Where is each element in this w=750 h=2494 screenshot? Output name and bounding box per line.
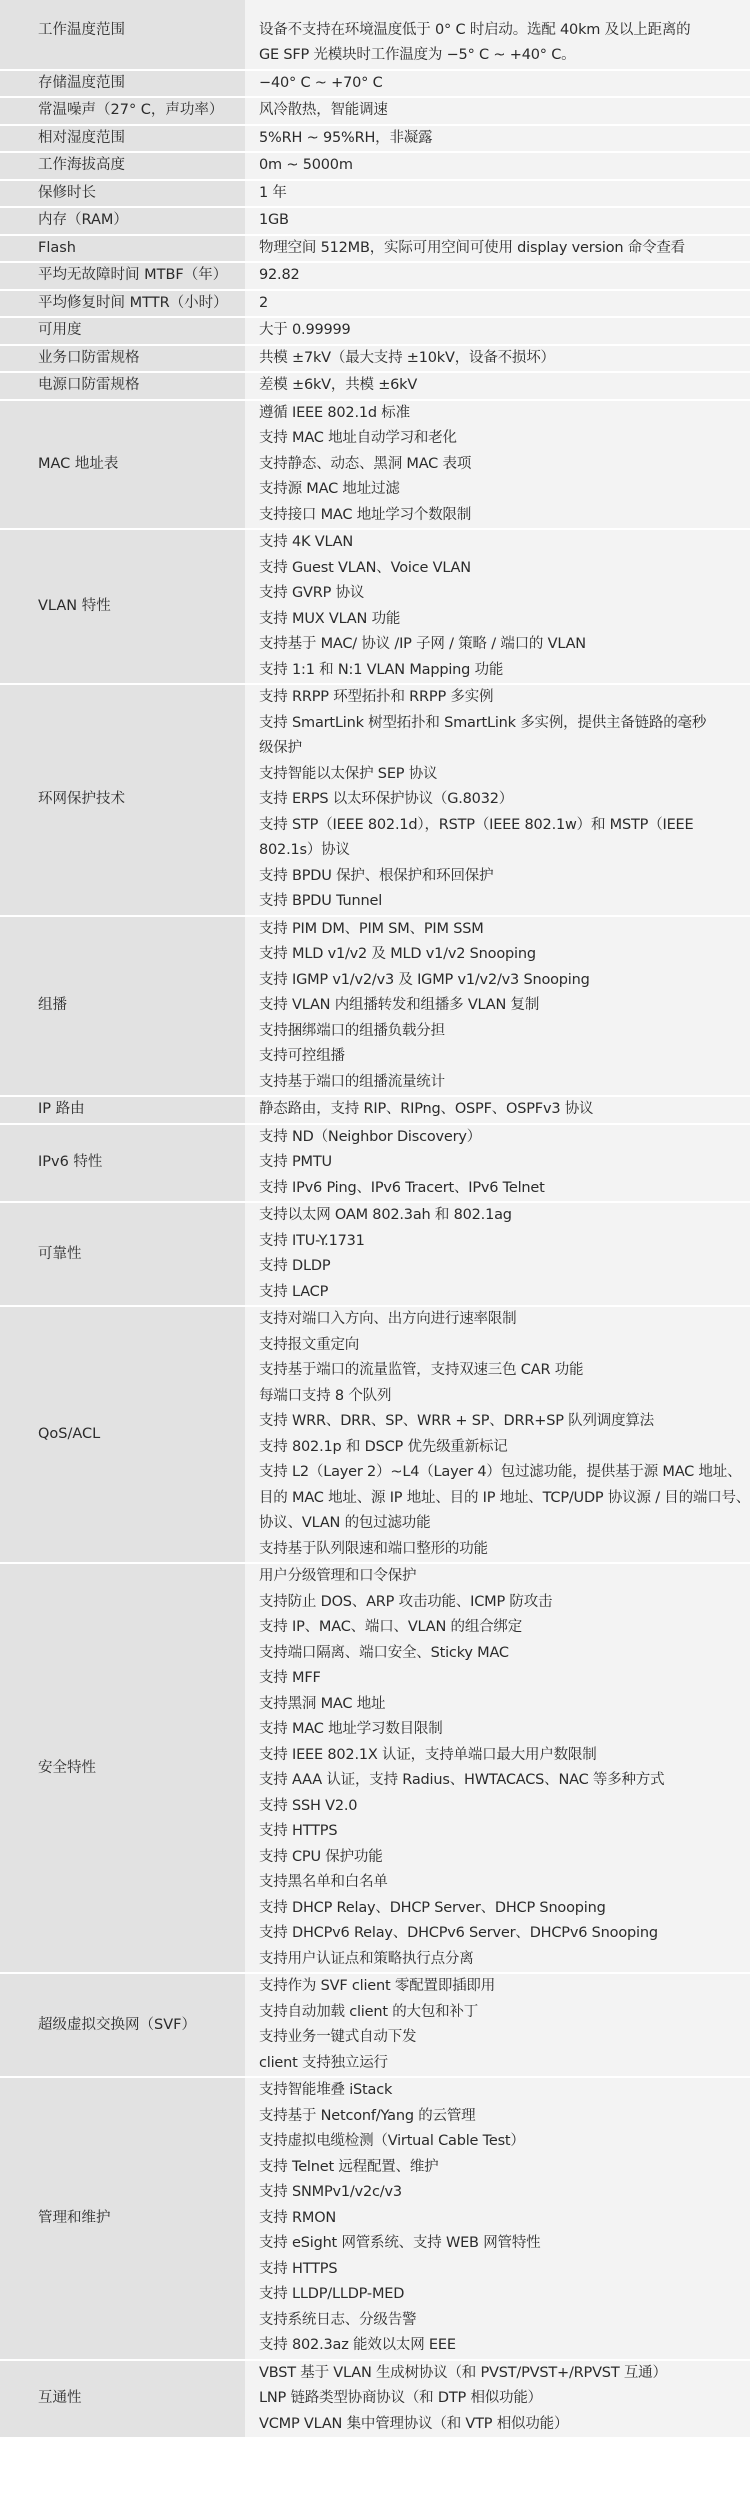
spec-row: [0, 263, 750, 291]
spec-value-line: 0m ~ 5000m: [259, 157, 353, 173]
spec-value-line: 支持 VLAN 内组播转发和组播多 VLAN 复制: [259, 997, 540, 1013]
spec-label: 工作海拔高度: [0, 153, 245, 179]
spec-value-line: 支持 1:1 和 N:1 VLAN Mapping 功能: [259, 661, 504, 678]
spec-values: [245, 917, 750, 1096]
spec-values: [245, 181, 750, 207]
spec-value-line: GE SFP 光模块时工作温度为 −5° C ~ +40° C。: [259, 47, 576, 63]
spec-value-line: 支持 PIM DM、PIM SM、PIM SSM: [259, 920, 484, 937]
spec-value-line: 支持 STP（IEEE 802.1d），RSTP（IEEE 802.1w）和 MSTP（IEEE: [259, 816, 694, 833]
spec-values: [245, 530, 750, 683]
spec-value-line: 支持基于 MAC/ 协议 /IP 子网 / 策略 / 端口的 VLAN: [259, 636, 586, 652]
spec-value-line: 支持作为 SVF client 零配置即插即用: [259, 1978, 496, 1994]
spec-values: [245, 153, 750, 179]
spec-label: VLAN 特性: [0, 530, 245, 683]
spec-values: [245, 0, 750, 69]
spec-value-line: 支持 Guest VLAN、Voice VLAN: [259, 559, 471, 576]
spec-value-line: 支持 802.3az 能效以太网 EEE: [259, 2337, 456, 2353]
spec-row: [0, 685, 750, 917]
spec-label: 电源口防雷规格: [0, 373, 245, 399]
spec-value-line: 802.1s）协议: [259, 842, 350, 858]
spec-values: [245, 1125, 750, 1202]
spec-row: [0, 1307, 750, 1564]
spec-value-line: 支持用户认证点和策略执行点分离: [259, 1950, 474, 1967]
spec-values: [245, 126, 750, 152]
spec-value-line: 支持防止 DOS、ARP 攻击功能、ICMP 防攻击: [259, 1593, 553, 1610]
spec-value-line: 1 年: [259, 184, 287, 201]
spec-value-line: 支持自动加载 client 的大包和补丁: [259, 2003, 479, 2020]
spec-value-line: 支持 CPU 保护功能: [259, 1848, 383, 1865]
spec-values: [245, 318, 750, 344]
spec-value-line: 支持捆绑端口的组播负载分担: [259, 1022, 445, 1039]
spec-label: 业务口防雷规格: [0, 346, 245, 372]
spec-values: [245, 291, 750, 317]
spec-row: [0, 0, 750, 71]
spec-value-line: 1GB: [259, 212, 289, 228]
spec-row: [0, 346, 750, 374]
spec-value-line: 支持 AAA 认证，支持 Radius、HWTACACS、NAC 等多种方式: [259, 1772, 665, 1788]
spec-values: [245, 373, 750, 399]
spec-value-line: 支持 802.1p 和 DSCP 优先级重新标记: [259, 1438, 508, 1455]
spec-value-line: VBST 基于 VLAN 生成树协议（和 PVST/PVST+/RPVST 互通）: [259, 2364, 667, 2381]
spec-value-line: 支持报文重定向: [259, 1336, 360, 1353]
spec-row: [0, 530, 750, 685]
spec-value-line: 支持 eSight 网管系统、支持 WEB 网管特性: [259, 2235, 541, 2251]
spec-row: [0, 917, 750, 1098]
spec-value-line: 支持智能堆叠 iStack: [259, 2082, 393, 2098]
spec-values: [245, 1564, 750, 1972]
spec-values: [245, 2361, 750, 2438]
spec-label: 保修时长: [0, 181, 245, 207]
spec-value-line: 支持黑名单和白名单: [259, 1874, 388, 1890]
spec-value-line: 支持 LLDP/LLDP-MED: [259, 2286, 405, 2302]
spec-values: [245, 401, 750, 529]
spec-label: 存储温度范围: [0, 71, 245, 97]
spec-label: 常温噪声（27° C，声功率）: [0, 98, 245, 124]
spec-value-line: 支持 HTTPS: [259, 1823, 338, 1839]
spec-value-line: 支持 MLD v1/v2 及 MLD v1/v2 Snooping: [259, 946, 536, 962]
spec-value-line: 支持 SSH V2.0: [259, 1797, 358, 1814]
spec-value-line: 协议、VLAN 的包过滤功能: [259, 1515, 431, 1531]
spec-value-line: 支持 GVRP 协议: [259, 585, 365, 601]
spec-value-line: 支持 L2（Layer 2）~L4（Layer 4）包过滤功能，提供基于源 MAC 地址、: [259, 1464, 742, 1480]
spec-label: 超级虚拟交换网（SVF）: [0, 1974, 245, 2076]
spec-value-line: 支持智能以太保护 SEP 协议: [259, 765, 438, 782]
spec-value-line: 设备不支持在环境温度低于 0° C 时启动。选配 40km 及以上距离的: [259, 21, 691, 38]
spec-value-line: 支持 DHCP Relay、DHCP Server、DHCP Snooping: [259, 1899, 606, 1916]
spec-row: [0, 1097, 750, 1125]
spec-label: IP 路由: [0, 1097, 245, 1123]
spec-value-line: VCMP VLAN 集中管理协议（和 VTP 相似功能）: [259, 2415, 569, 2432]
spec-value-line: 支持 BPDU 保护、根保护和环回保护: [259, 867, 494, 884]
spec-value-line: 支持 PMTU: [259, 1154, 332, 1170]
spec-row: [0, 236, 750, 264]
spec-values: [245, 263, 750, 289]
spec-label: QoS/ACL: [0, 1307, 245, 1562]
spec-row: [0, 291, 750, 319]
spec-label: 环网保护技术: [0, 685, 245, 915]
spec-value-line: 支持 MUX VLAN 功能: [259, 610, 401, 627]
spec-label: IPv6 特性: [0, 1125, 245, 1202]
spec-row: [0, 1564, 750, 1974]
spec-label: 内存（RAM）: [0, 208, 245, 234]
spec-label: 安全特性: [0, 1564, 245, 1972]
spec-label: 平均修复时间 MTTR（小时）: [0, 291, 245, 317]
spec-row: [0, 401, 750, 531]
spec-label: MAC 地址表: [0, 401, 245, 529]
spec-row: [0, 208, 750, 236]
spec-value-line: 支持系统日志、分级告警: [259, 2311, 417, 2328]
spec-row: [0, 2361, 750, 2440]
spec-value-line: 支持 Telnet 远程配置、维护: [259, 2158, 439, 2175]
spec-value-line: 支持端口隔离、端口安全、Sticky MAC: [259, 1644, 509, 1661]
spec-value-line: 2: [259, 294, 269, 311]
spec-value-line: 支持静态、动态、黑洞 MAC 表项: [259, 455, 472, 472]
spec-value-line: 支持接口 MAC 地址学习个数限制: [259, 506, 472, 523]
spec-value-line: 大于 0.99999: [259, 322, 351, 338]
spec-value-line: 支持基于端口的流量监管，支持双速三色 CAR 功能: [259, 1362, 584, 1378]
spec-value-line: 支持基于队列限速和端口整形的功能: [259, 1540, 488, 1557]
spec-value-line: 支持 MAC 地址自动学习和老化: [259, 430, 457, 446]
spec-value-line: 目的 MAC 地址、源 IP 地址、目的 IP 地址、TCP/UDP 协议源 / 目的端口号、: [259, 1489, 750, 1506]
spec-label: 互通性: [0, 2361, 245, 2438]
spec-value-line: 静态路由，支持 RIP、RIPng、OSPF、OSPFv3 协议: [259, 1101, 594, 1117]
spec-label: 工作温度范围: [0, 0, 245, 69]
spec-label: 可用度: [0, 318, 245, 344]
spec-value-line: 支持 SNMPv1/v2c/v3: [259, 2184, 402, 2200]
spec-label: 平均无故障时间 MTBF（年）: [0, 263, 245, 289]
spec-value-line: 支持以太网 OAM 802.3ah 和 802.1ag: [259, 1207, 512, 1223]
spec-label: 可靠性: [0, 1203, 245, 1305]
spec-row: [0, 1125, 750, 1204]
spec-row: [0, 71, 750, 99]
spec-value-line: 每端口支持 8 个队列: [259, 1387, 392, 1404]
spec-values: [245, 1203, 750, 1305]
spec-value-line: 支持业务一键式自动下发: [259, 2029, 417, 2045]
spec-value-line: 支持基于 Netconf/Yang 的云管理: [259, 2107, 476, 2124]
spec-row: [0, 126, 750, 154]
spec-row: [0, 1203, 750, 1307]
spec-values: [245, 98, 750, 124]
spec-row: [0, 318, 750, 346]
spec-row: [0, 98, 750, 126]
spec-value-line: 物理空间 512MB，实际可用空间可使用 display version 命令查看: [259, 239, 685, 256]
spec-value-line: 5%RH ~ 95%RH，非凝露: [259, 129, 433, 146]
spec-value-line: 支持 RMON: [259, 2209, 337, 2226]
spec-value-line: 支持 ITU-Y.1731: [259, 1232, 365, 1249]
spec-value-line: 差模 ±6kV，共模 ±6kV: [259, 377, 418, 393]
spec-values: [245, 236, 750, 262]
spec-value-line: 支持 DLDP: [259, 1258, 331, 1274]
spec-value-line: 风冷散热，智能调速: [259, 102, 388, 118]
spec-value-line: 支持 MFF: [259, 1670, 321, 1686]
spec-value-line: 支持 4K VLAN: [259, 534, 354, 550]
spec-value-line: 支持 RRPP 环型拓扑和 RRPP 多实例: [259, 689, 494, 705]
spec-value-line: client 支持独立运行: [259, 2054, 388, 2071]
spec-label: Flash: [0, 236, 245, 262]
spec-value-line: 支持 LACP: [259, 1283, 329, 1300]
spec-value-line: 92.82: [259, 267, 300, 283]
spec-value-line: 支持 DHCPv6 Relay、DHCPv6 Server、DHCPv6 Snooping: [259, 1925, 658, 1941]
spec-value-line: 支持基于端口的组播流量统计: [259, 1073, 445, 1090]
spec-value-line: 支持黑洞 MAC 地址: [259, 1695, 386, 1712]
spec-value-line: 级保护: [259, 740, 302, 756]
spec-value-line: 支持 ND（Neighbor Discovery）: [259, 1128, 482, 1145]
spec-value-line: 支持 SmartLink 树型拓扑和 SmartLink 多实例，提供主备链路的毫秒: [259, 714, 707, 731]
spec-value-line: 支持对端口入方向、出方向进行速率限制: [259, 1311, 517, 1327]
spec-value-line: 支持 MAC 地址学习数目限制: [259, 1721, 443, 1737]
spec-values: [245, 208, 750, 234]
spec-row: [0, 153, 750, 181]
spec-value-line: 支持 IPv6 Ping、IPv6 Tracert、IPv6 Telnet: [259, 1179, 545, 1196]
spec-value-line: LNP 链路类型协商协议（和 DTP 相似功能）: [259, 2390, 542, 2406]
spec-value-line: 支持 WRR、DRR、SP、WRR + SP、DRR+SP 队列调度算法: [259, 1413, 654, 1429]
spec-row: [0, 373, 750, 401]
spec-value-line: 支持 BPDU Tunnel: [259, 893, 383, 909]
spec-value-line: 支持 ERPS 以太环保护协议（G.8032）: [259, 791, 514, 807]
spec-label: 管理和维护: [0, 2078, 245, 2359]
spec-row: [0, 2078, 750, 2361]
spec-row: [0, 181, 750, 209]
spec-value-line: −40° C ~ +70° C: [259, 74, 383, 91]
spec-value-line: 支持虚拟电缆检测（Virtual Cable Test）: [259, 2133, 525, 2149]
spec-value-line: [259, 0, 744, 18]
spec-row: [0, 1974, 750, 2078]
spec-value-line: 支持 HTTPS: [259, 2260, 338, 2277]
spec-value-line: 共模 ±7kV（最大支持 ±10kV，设备不损坏）: [259, 349, 555, 366]
spec-value-line: 用户分级管理和口令保护: [259, 1568, 417, 1584]
spec-values: [245, 71, 750, 97]
spec-value-line: 支持 IEEE 802.1X 认证，支持单端口最大用户数限制: [259, 1746, 597, 1763]
spec-value-line: 支持可控组播: [259, 1048, 345, 1064]
spec-label: 相对湿度范围: [0, 126, 245, 152]
spec-values: [245, 1974, 750, 2076]
spec-values: [245, 346, 750, 372]
spec-values: [245, 2078, 750, 2359]
spec-values: [245, 1097, 750, 1123]
spec-value-line: 遵循 IEEE 802.1d 标准: [259, 404, 410, 421]
spec-value-line: 支持 IGMP v1/v2/v3 及 IGMP v1/v2/v3 Snooping: [259, 971, 590, 988]
spec-label: 组播: [0, 917, 245, 1096]
spec-value-line: 支持 IP、MAC、端口、VLAN 的组合绑定: [259, 1619, 523, 1635]
spec-values: [245, 1307, 750, 1562]
spec-value-line: 支持源 MAC 地址过滤: [259, 481, 400, 497]
spec-values: [245, 685, 750, 915]
